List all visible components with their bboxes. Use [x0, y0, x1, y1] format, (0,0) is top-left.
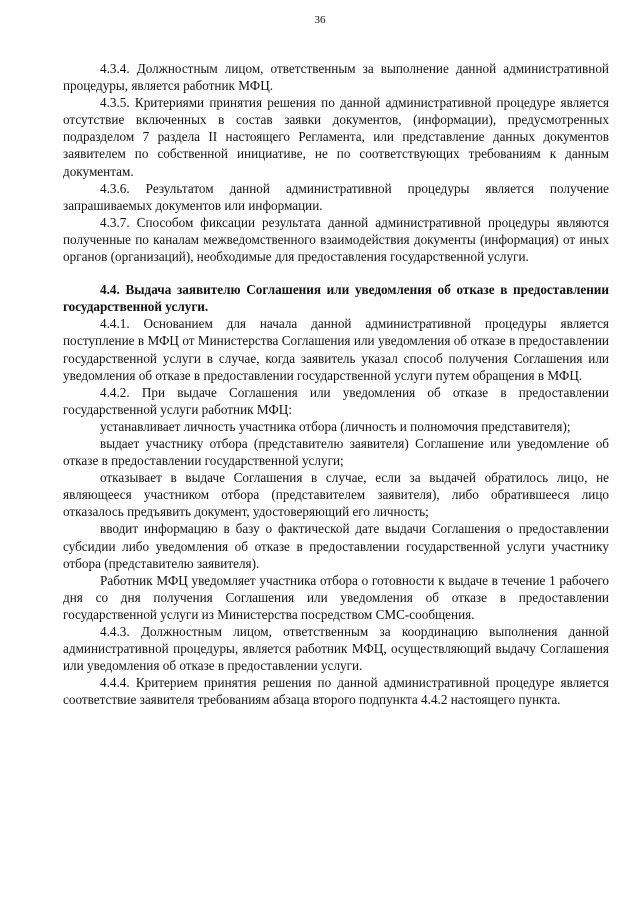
paragraph-4-4-3: 4.4.3. Должностным лицом, ответственным за координацию выполнения данной административной процедуры, является работник МФЦ, осуществляющий выдачу Соглашения или уведомления об отказе в предоставлении услуги.: [63, 624, 609, 674]
paragraph-4-4-1: 4.4.1. Основанием для начала данной административной процедуры является поступление в МФЦ от Министерства Соглашения или уведомления об отказе в предоставлении государственной услуги в случае, когда заявитель указал способ получения Соглашения или уведомления об отказе в предоставлении государственной услуги путем обращения в МФЦ.: [63, 316, 609, 383]
paragraph-notification: Работник МФЦ уведомляет участника отбора о готовности к выдаче в течение 1 рабочего дня со дня получения Соглашения или уведомления об отказе в предоставлении государственной услуги из Министерства посредством СМС-сообщения.: [63, 572, 609, 622]
list-item-refusal: отказывает в выдаче Соглашения в случае, если за выдачей обратилось лицо, не являющееся участником отбора (представителем заявителя), либо обратившееся лицо отказалось предъявить документ, удостоверяющий его личность;: [63, 470, 609, 520]
document-body: [63, 60, 609, 708]
paragraph-4-3-7: 4.3.7. Способом фиксации результата данной административной процедуры являются полученные по каналам межведомственного взаимодействия документы (информация) от иных органов (организаций), необходимые для предоставления государственной услуги.: [63, 214, 609, 265]
page-number: 36: [314, 14, 326, 26]
paragraph-4-3-4: 4.3.4. Должностным лицом, ответственным за выполнение данной административной процедуры, является работник МФЦ.: [63, 61, 609, 94]
paragraph-4-4-2: 4.4.2. При выдаче Соглашения или уведомления об отказе в предоставлении государственной услуги работник МФЦ:: [63, 384, 609, 417]
list-item-record-date: вводит информацию в базу о фактической дате выдачи Соглашения о предоставлении субсидии либо уведомления об отказе в предоставлении государственной услуги участнику отбора (представителю заявителя).: [63, 521, 609, 571]
paragraph-4-3-6: 4.3.6. Результатом данной административной процедуры является получение запрашиваемых документов или информации.: [63, 180, 609, 213]
list-item-identity: устанавливает личность участника отбора (личность и полномочия представителя);: [100, 418, 571, 434]
paragraph-4-3-5: 4.3.5. Критериями принятия решения по данной административной процедуре является отсутствие включенных в состав заявки документов, (информации), предусмотренных подразделом 7 раздела II настоящего Регламента, или представление данных документов заявителем по собственной инициативе, не по соответствующих требованиям к данным документам.: [63, 95, 609, 179]
list-item-issue: выдает участнику отбора (представителю заявителя) Соглашение или уведомление об отказе в предоставлении государственной услуги;: [63, 435, 609, 469]
section-heading-4-4: 4.4. Выдача заявителю Соглашения или уведомления об отказе в предоставлении государственной услуги.: [63, 282, 609, 315]
paragraph-4-4-4: 4.4.4. Критерием принятия решения по данной административной процедуре является соответствие заявителя требованиям абзаца второго подпункта 4.4.2 настоящего пункта.: [63, 675, 609, 708]
